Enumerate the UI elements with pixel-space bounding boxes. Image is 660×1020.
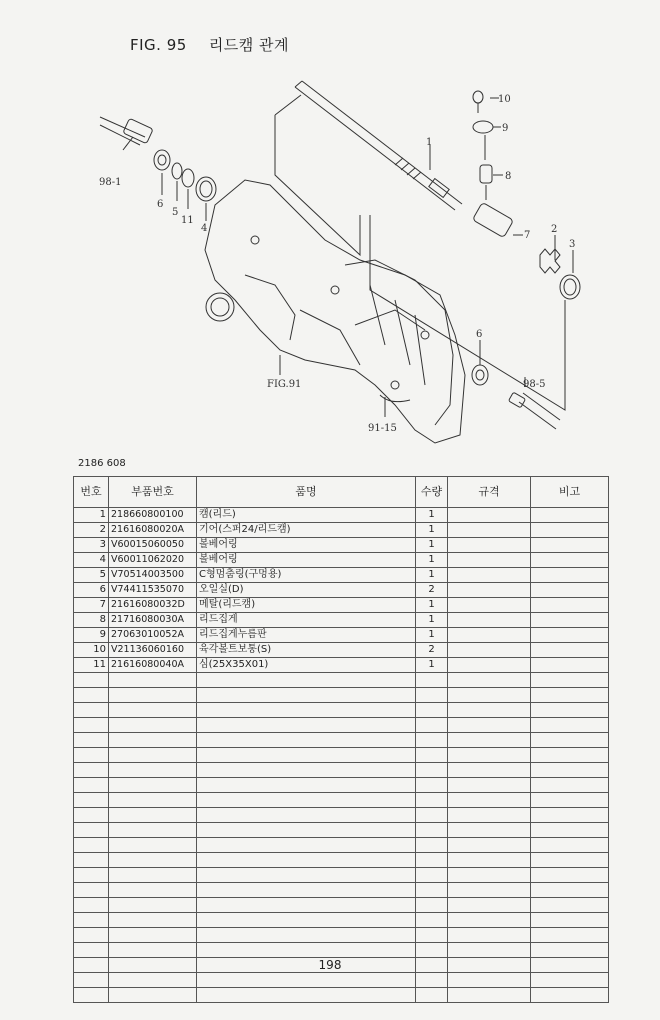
empty-cell xyxy=(197,943,416,958)
empty-cell xyxy=(197,853,416,868)
empty-cell xyxy=(74,808,109,823)
callout-6-right: 6 xyxy=(476,329,483,340)
empty-cell xyxy=(448,913,531,928)
figure-number: FIG. 95 xyxy=(130,36,187,54)
empty-cell xyxy=(416,718,448,733)
empty-cell xyxy=(109,883,197,898)
empty-cell xyxy=(74,778,109,793)
part-number-cell: V21136060160 xyxy=(109,643,197,658)
callout-98-1: 98-1 xyxy=(99,177,122,188)
empty-cell xyxy=(448,838,531,853)
empty-cell xyxy=(448,973,531,988)
empty-cell xyxy=(416,688,448,703)
empty-cell xyxy=(109,838,197,853)
empty-table-row xyxy=(74,703,609,718)
quantity-cell: 1 xyxy=(416,628,448,643)
part-name-cell: 오일실(D) xyxy=(197,583,416,598)
callout-10: 10 xyxy=(498,94,511,105)
empty-cell xyxy=(448,883,531,898)
row-number-cell: 9 xyxy=(74,628,109,643)
part-name-cell: 리드집게 xyxy=(197,613,416,628)
note-cell xyxy=(531,538,609,553)
empty-table-row xyxy=(74,808,609,823)
empty-cell xyxy=(109,673,197,688)
empty-cell xyxy=(109,733,197,748)
empty-cell xyxy=(109,868,197,883)
row-number-cell: 6 xyxy=(74,583,109,598)
empty-table-row xyxy=(74,853,609,868)
part-number-cell: 21716080030A xyxy=(109,613,197,628)
empty-cell xyxy=(416,793,448,808)
empty-table-row xyxy=(74,883,609,898)
spec-cell xyxy=(448,568,531,583)
callout-91-15: 91-15 xyxy=(368,423,397,434)
empty-table-row xyxy=(74,733,609,748)
note-cell xyxy=(531,598,609,613)
empty-cell xyxy=(109,853,197,868)
table-row xyxy=(74,643,609,658)
empty-cell xyxy=(109,898,197,913)
empty-table-row xyxy=(74,988,609,1003)
empty-cell xyxy=(74,823,109,838)
empty-cell xyxy=(448,778,531,793)
spec-cell xyxy=(448,538,531,553)
part-name-cell: C형멈춤링(구멍용) xyxy=(197,568,416,583)
part-name-cell: 리드집게누름판 xyxy=(197,628,416,643)
note-cell xyxy=(531,643,609,658)
empty-cell xyxy=(531,883,609,898)
note-cell xyxy=(531,553,609,568)
row-number-cell: 7 xyxy=(74,598,109,613)
empty-cell xyxy=(197,838,416,853)
row-number-cell: 4 xyxy=(74,553,109,568)
note-cell xyxy=(531,523,609,538)
callout-3: 3 xyxy=(569,239,576,250)
empty-table-row xyxy=(74,748,609,763)
shaft-98-1 xyxy=(100,117,153,145)
empty-cell xyxy=(416,883,448,898)
empty-cell xyxy=(416,838,448,853)
empty-table-row xyxy=(74,778,609,793)
empty-table-row xyxy=(74,673,609,688)
empty-cell xyxy=(448,673,531,688)
empty-cell xyxy=(531,703,609,718)
empty-cell xyxy=(197,898,416,913)
empty-cell xyxy=(109,823,197,838)
callout-8: 8 xyxy=(505,171,512,182)
spec-cell xyxy=(448,643,531,658)
empty-cell xyxy=(197,823,416,838)
note-cell xyxy=(531,508,609,523)
quantity-cell: 1 xyxy=(416,598,448,613)
figure-title xyxy=(130,34,289,55)
empty-table-row xyxy=(74,793,609,808)
empty-table-row xyxy=(74,868,609,883)
row-number-cell: 8 xyxy=(74,613,109,628)
empty-cell xyxy=(197,733,416,748)
empty-cell xyxy=(448,703,531,718)
empty-cell xyxy=(416,868,448,883)
table-row xyxy=(74,523,609,538)
lead-cam-shaft xyxy=(295,81,462,210)
callout-9: 9 xyxy=(502,123,509,134)
header-quantity: 수량 xyxy=(416,477,448,508)
empty-cell xyxy=(197,673,416,688)
empty-cell xyxy=(416,703,448,718)
empty-cell xyxy=(416,988,448,1003)
note-cell xyxy=(531,583,609,598)
empty-table-row xyxy=(74,898,609,913)
empty-table-row xyxy=(74,688,609,703)
part-name-cell: 볼베어링 xyxy=(197,553,416,568)
quantity-cell: 1 xyxy=(416,508,448,523)
empty-cell xyxy=(416,898,448,913)
empty-cell xyxy=(416,673,448,688)
note-cell xyxy=(531,658,609,673)
empty-cell xyxy=(531,868,609,883)
empty-cell xyxy=(109,943,197,958)
empty-cell xyxy=(416,778,448,793)
empty-cell xyxy=(531,898,609,913)
empty-cell xyxy=(109,928,197,943)
empty-cell xyxy=(531,688,609,703)
table-row xyxy=(74,613,609,628)
row-number-cell: 10 xyxy=(74,643,109,658)
empty-cell xyxy=(109,793,197,808)
empty-cell xyxy=(74,673,109,688)
parts-table xyxy=(73,476,609,1003)
empty-cell xyxy=(74,928,109,943)
empty-cell xyxy=(74,943,109,958)
empty-cell xyxy=(74,763,109,778)
empty-cell xyxy=(74,883,109,898)
empty-cell xyxy=(416,748,448,763)
header-no: 번호 xyxy=(74,477,109,508)
empty-cell xyxy=(109,718,197,733)
empty-cell xyxy=(416,808,448,823)
empty-table-row xyxy=(74,823,609,838)
spec-cell xyxy=(448,583,531,598)
table-row xyxy=(74,568,609,583)
empty-cell xyxy=(531,733,609,748)
part-number-cell: V74411535070 xyxy=(109,583,197,598)
empty-cell xyxy=(109,973,197,988)
part-name-cell: 기어(스퍼24/리드캠) xyxy=(197,523,416,538)
empty-table-row xyxy=(74,913,609,928)
empty-cell xyxy=(448,823,531,838)
spec-cell xyxy=(448,613,531,628)
figure-title-korean: 리드캠 관계 xyxy=(208,36,290,54)
quantity-cell: 1 xyxy=(416,523,448,538)
empty-cell xyxy=(197,763,416,778)
part-number-cell: 21616080040A xyxy=(109,658,197,673)
spec-cell xyxy=(448,553,531,568)
empty-cell xyxy=(74,898,109,913)
empty-cell xyxy=(74,853,109,868)
empty-cell xyxy=(416,823,448,838)
row-number-cell: 5 xyxy=(74,568,109,583)
empty-cell xyxy=(531,808,609,823)
empty-cell xyxy=(109,988,197,1003)
empty-cell xyxy=(197,883,416,898)
empty-cell xyxy=(448,853,531,868)
part-name-cell: 캠(리드) xyxy=(197,508,416,523)
empty-cell xyxy=(531,673,609,688)
empty-cell xyxy=(109,763,197,778)
spec-cell xyxy=(448,598,531,613)
empty-cell xyxy=(197,973,416,988)
spec-cell xyxy=(448,658,531,673)
parts-table-body xyxy=(74,508,609,1003)
empty-cell xyxy=(74,748,109,763)
empty-cell xyxy=(448,868,531,883)
row-number-cell: 1 xyxy=(74,508,109,523)
part-name-cell: 육각볼트보통(S) xyxy=(197,643,416,658)
gearbox-housing xyxy=(205,180,465,443)
empty-cell xyxy=(531,973,609,988)
empty-cell xyxy=(109,748,197,763)
catalog-code: 2186 608 xyxy=(78,458,126,469)
empty-cell xyxy=(531,853,609,868)
part-number-cell: V70514003500 xyxy=(109,568,197,583)
quantity-cell: 1 xyxy=(416,613,448,628)
quantity-cell: 2 xyxy=(416,643,448,658)
empty-cell xyxy=(74,793,109,808)
callout-1: 1 xyxy=(426,137,433,148)
empty-cell xyxy=(74,718,109,733)
empty-cell xyxy=(416,733,448,748)
empty-cell xyxy=(416,973,448,988)
empty-cell xyxy=(197,988,416,1003)
empty-cell xyxy=(416,763,448,778)
empty-table-row xyxy=(74,928,609,943)
empty-cell xyxy=(74,688,109,703)
quantity-cell: 1 xyxy=(416,538,448,553)
empty-cell xyxy=(197,913,416,928)
callout-fig-91: FIG.91 xyxy=(267,379,302,390)
empty-cell xyxy=(448,748,531,763)
callout-7: 7 xyxy=(524,230,531,241)
empty-cell xyxy=(109,913,197,928)
callout-4: 4 xyxy=(201,223,208,234)
empty-cell xyxy=(197,748,416,763)
empty-cell xyxy=(448,928,531,943)
note-cell xyxy=(531,568,609,583)
table-row xyxy=(74,583,609,598)
spec-cell xyxy=(448,628,531,643)
table-row xyxy=(74,628,609,643)
row-number-cell: 2 xyxy=(74,523,109,538)
empty-cell xyxy=(448,988,531,1003)
empty-cell xyxy=(531,823,609,838)
quantity-cell: 1 xyxy=(416,568,448,583)
note-cell xyxy=(531,628,609,643)
empty-cell xyxy=(74,703,109,718)
empty-cell xyxy=(109,808,197,823)
callout-98-5: 98-5 xyxy=(523,379,546,390)
empty-table-row xyxy=(74,838,609,853)
empty-cell xyxy=(531,838,609,853)
empty-cell xyxy=(448,898,531,913)
empty-cell xyxy=(448,688,531,703)
part-number-cell: 27063010052A xyxy=(109,628,197,643)
part-number-cell: 218660800100 xyxy=(109,508,197,523)
empty-cell xyxy=(531,988,609,1003)
empty-cell xyxy=(74,838,109,853)
part-name-cell: 메탈(리드캠) xyxy=(197,598,416,613)
empty-table-row xyxy=(74,718,609,733)
empty-cell xyxy=(197,703,416,718)
table-row xyxy=(74,553,609,568)
callout-5: 5 xyxy=(172,207,179,218)
empty-cell xyxy=(448,718,531,733)
header-note: 비고 xyxy=(531,477,609,508)
empty-cell xyxy=(531,928,609,943)
empty-cell xyxy=(531,793,609,808)
header-part-number: 부품번호 xyxy=(109,477,197,508)
part-name-cell: 볼베어링 xyxy=(197,538,416,553)
empty-cell xyxy=(109,688,197,703)
empty-cell xyxy=(448,733,531,748)
table-row xyxy=(74,598,609,613)
part-number-cell: V60011062020 xyxy=(109,553,197,568)
empty-cell xyxy=(448,793,531,808)
page-number: 198 xyxy=(318,958,342,972)
empty-cell xyxy=(197,688,416,703)
part-name-cell: 심(25X35X01) xyxy=(197,658,416,673)
empty-cell xyxy=(531,778,609,793)
empty-cell xyxy=(448,763,531,778)
callout-2: 2 xyxy=(551,224,558,235)
quantity-cell: 1 xyxy=(416,553,448,568)
table-row xyxy=(74,508,609,523)
empty-table-row xyxy=(74,763,609,778)
row-number-cell: 3 xyxy=(74,538,109,553)
empty-cell xyxy=(416,853,448,868)
empty-cell xyxy=(74,973,109,988)
empty-cell xyxy=(197,778,416,793)
empty-table-row xyxy=(74,973,609,988)
empty-cell xyxy=(109,778,197,793)
header-part-name: 품명 xyxy=(197,477,416,508)
quantity-cell: 2 xyxy=(416,583,448,598)
empty-cell xyxy=(197,718,416,733)
empty-cell xyxy=(416,913,448,928)
header-spec: 규격 xyxy=(448,477,531,508)
empty-cell xyxy=(74,733,109,748)
part-number-cell: 21616080020A xyxy=(109,523,197,538)
empty-cell xyxy=(416,943,448,958)
spec-cell xyxy=(448,523,531,538)
table-row xyxy=(74,658,609,673)
callout-11: 11 xyxy=(181,215,194,226)
empty-cell xyxy=(109,703,197,718)
empty-cell xyxy=(531,718,609,733)
table-header-row xyxy=(74,477,609,508)
part-number-cell: 21616080032D xyxy=(109,598,197,613)
callout-6-left: 6 xyxy=(157,199,164,210)
empty-cell xyxy=(531,943,609,958)
empty-cell xyxy=(416,928,448,943)
note-cell xyxy=(531,613,609,628)
empty-cell xyxy=(531,913,609,928)
row-number-cell: 11 xyxy=(74,658,109,673)
empty-cell xyxy=(531,763,609,778)
empty-cell xyxy=(531,748,609,763)
empty-cell xyxy=(74,988,109,1003)
table-row xyxy=(74,538,609,553)
empty-cell xyxy=(74,913,109,928)
exploded-parts-diagram xyxy=(95,75,615,455)
empty-cell xyxy=(448,943,531,958)
part-number-cell: V60015060050 xyxy=(109,538,197,553)
quantity-cell: 1 xyxy=(416,658,448,673)
empty-cell xyxy=(74,868,109,883)
empty-cell xyxy=(448,808,531,823)
empty-cell xyxy=(197,868,416,883)
empty-cell xyxy=(197,928,416,943)
empty-cell xyxy=(197,808,416,823)
spec-cell xyxy=(448,508,531,523)
empty-cell xyxy=(197,793,416,808)
empty-table-row xyxy=(74,943,609,958)
